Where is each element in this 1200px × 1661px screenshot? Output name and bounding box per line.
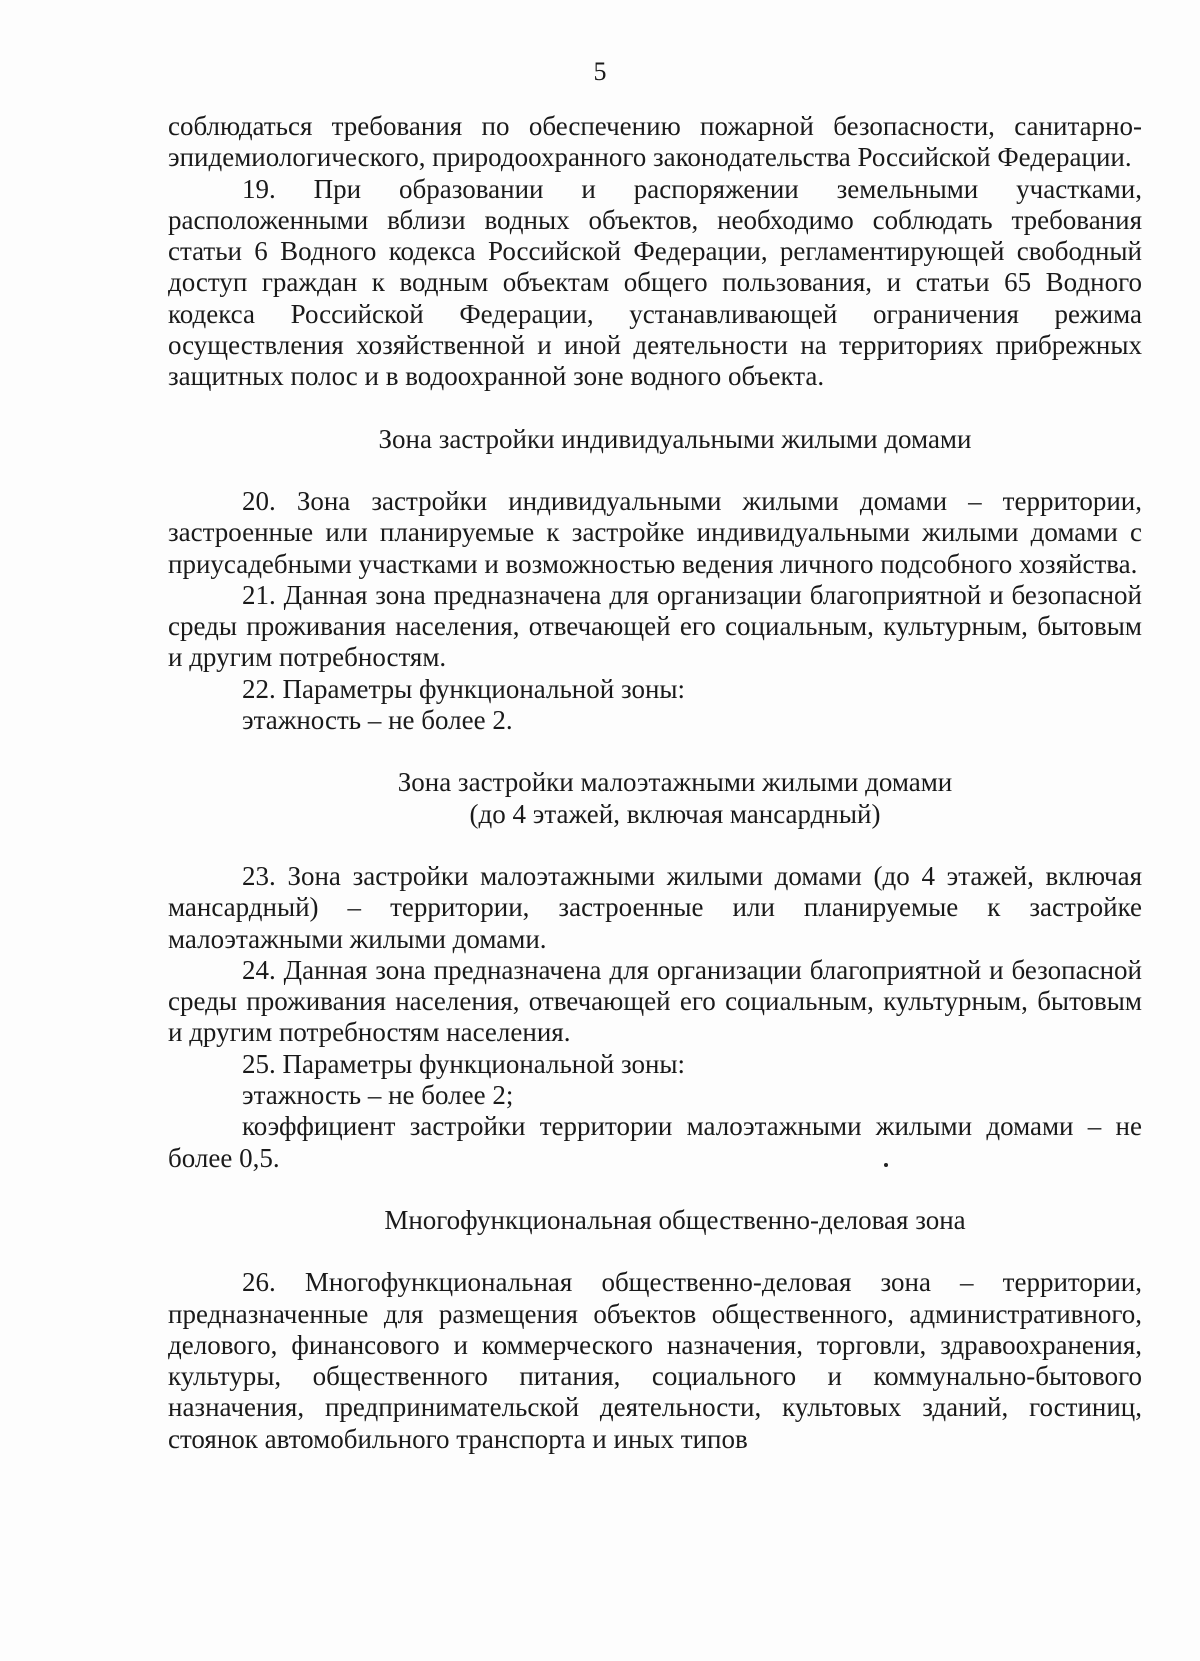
paragraph-25-coefficient: коэффициент застройки территории малоэтажными жилыми домами – не более 0,5. (168, 1111, 1142, 1173)
paragraph-25: 25. Параметры функциональной зоны: (242, 1048, 686, 1079)
section-heading-line-1: Зона застройки малоэтажными жилыми домами (397, 767, 953, 798)
paragraph-22-storeys: этажность – не более 2. (242, 705, 513, 736)
paragraph-19: 19. При образовании и распоряжении земельными участками, расположенными вблизи водных объектов, необходимо соблюдать требования статьи 6 Водного кодекса Российской Федерации, регламентирующей свободный доступ граждан к водным объектам общего пользования, и статьи 65 Водного кодекса Российской Федерации, устанавливающей ограничения режима осуществления хозяйственной и иной деятельности на территориях прибрежных защитных полос и в водоохранной зоне водного объекта. (168, 173, 1142, 392)
paragraph-20: 20. Зона застройки индивидуальными жилыми домами – территории, застроенные или планируемые к застройке индивидуальными жилыми домами с приусадебными участками и возможностью ведения личного подсобного хозяйства. (168, 485, 1142, 579)
document-body (168, 111, 1142, 1455)
page-number: 5 (593, 57, 607, 86)
paragraph-26: 26. Многофункциональная общественно-деловая зона – территории, предназначенные для размещения объектов общественного, административного, делового, финансового и коммерческого назначения, торговли, здравоохранения, культуры, общественного питания, социального и коммунально-бытового назначения, предпринимательской деятельности, культовых зданий, гостиниц, стоянок автомобильного транспорта и иных типов (168, 1267, 1142, 1454)
section-heading-line-2: (до 4 этажей, включая мансардный) (469, 798, 881, 829)
scan-speck (884, 1163, 888, 1167)
paragraph-continuation: соблюдаться требования по обеспечению пожарной безопасности, санитарно-эпидемиологического, природоохранного законодательства Российской Федерации. (168, 111, 1142, 173)
paragraph-24: 24. Данная зона предназначена для организации благоприятной и безопасной среды проживания населения, отвечающей его социальным, культурным, бытовым и другим потребностям населения. (168, 954, 1142, 1048)
paragraph-23: 23. Зона застройки малоэтажными жилыми домами (до 4 этажей, включая мансардный) – территории, застроенные или планируемые к застройке малоэтажными жилыми домами. (168, 860, 1142, 954)
paragraph-22: 22. Параметры функциональной зоны: (242, 673, 686, 704)
paragraph-21: 21. Данная зона предназначена для организации благоприятной и безопасной среды проживания населения, отвечающей его социальным, культурным, бытовым и другим потребностям. (168, 579, 1142, 673)
section-heading-multifunctional-zone: Многофункциональная общественно-деловая зона (384, 1204, 966, 1235)
section-heading-individual-housing: Зона застройки индивидуальными жилыми домами (378, 423, 972, 454)
paragraph-25-storeys: этажность – не более 2; (242, 1080, 514, 1111)
section-heading-lowrise-housing (168, 767, 1142, 830)
